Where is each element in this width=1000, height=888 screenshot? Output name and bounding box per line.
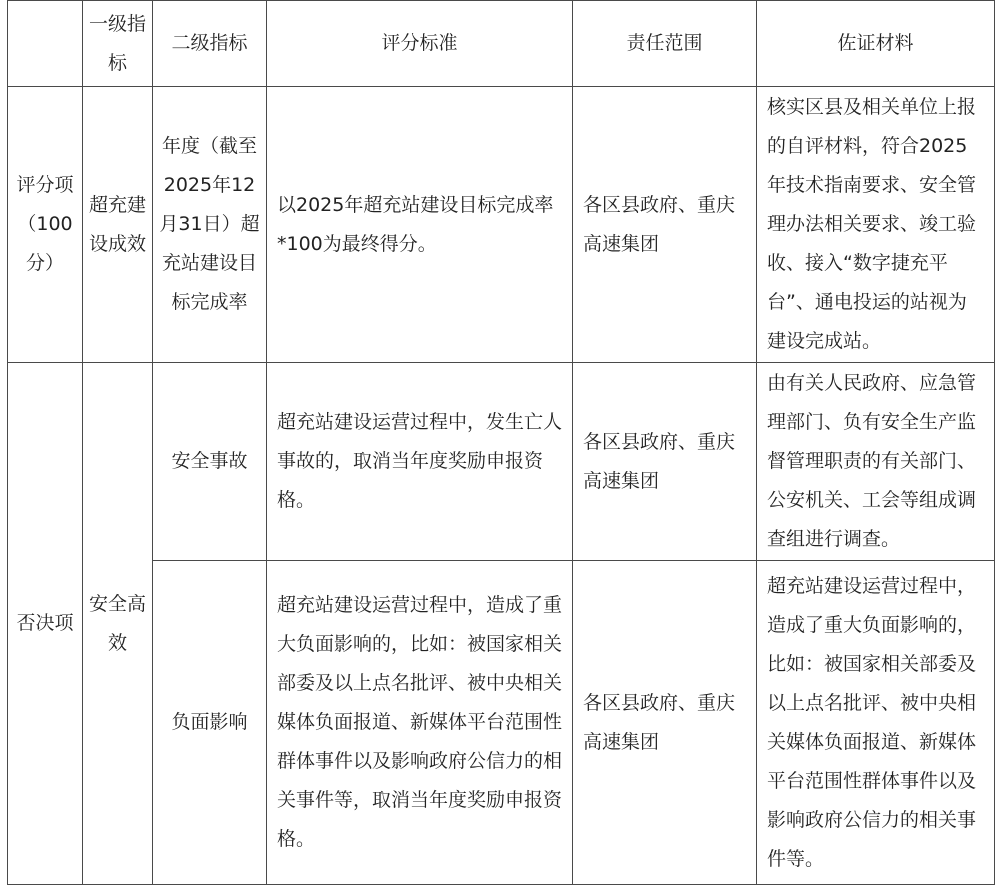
evidence-cell: 超充站建设运营过程中，造成了重大负面影响的，比如：被国家相关部委及以上点名批评、被中央相关媒体负面报道、新媒体平台范围性群体事件以及影响政府公信力的相关事件等。 xyxy=(757,561,995,885)
evidence-cell: 核实区县及相关单位上报的自评材料，符合2025年技术指南要求、安全管理办法相关要求、竣工验收、接入“数字捷充平台”、通电投运的站视为建设完成站。 xyxy=(757,87,995,363)
level1-cell: 超充建设成效 xyxy=(83,87,153,363)
header-criteria: 评分标准 xyxy=(267,1,573,87)
criteria-cell: 以2025年超充站建设目标完成率*100为最终得分。 xyxy=(267,87,573,363)
responsibility-cell: 各区县政府、重庆高速集团 xyxy=(573,561,757,885)
header-level2: 二级指标 xyxy=(153,1,267,87)
table-row xyxy=(8,87,995,363)
responsibility-cell: 各区县政府、重庆高速集团 xyxy=(573,363,757,561)
header-category xyxy=(8,1,83,87)
table-row xyxy=(8,561,995,885)
level2-cell: 年度（截至2025年12月31日）超充站建设目标完成率 xyxy=(153,87,267,363)
table-row xyxy=(8,363,995,561)
criteria-cell: 超充站建设运营过程中，造成了重大负面影响的，比如：被国家相关部委及以上点名批评、被中央相关媒体负面报道、新媒体平台范围性群体事件以及影响政府公信力的相关事件等，取消当年度奖励申报资格。 xyxy=(267,561,573,885)
level1-cell: 安全高效 xyxy=(83,363,153,885)
header-row xyxy=(8,1,995,87)
category-cell: 否决项 xyxy=(8,363,83,885)
header-evidence: 佐证材料 xyxy=(757,1,995,87)
table-container xyxy=(7,0,994,884)
evaluation-table xyxy=(7,0,995,885)
responsibility-cell: 各区县政府、重庆高速集团 xyxy=(573,87,757,363)
header-level1: 一级指标 xyxy=(83,1,153,87)
header-responsibility: 责任范围 xyxy=(573,1,757,87)
evidence-cell: 由有关人民政府、应急管理部门、负有安全生产监督管理职责的有关部门、公安机关、工会等组成调查组进行调查。 xyxy=(757,363,995,561)
level2-cell: 负面影响 xyxy=(153,561,267,885)
level2-cell: 安全事故 xyxy=(153,363,267,561)
criteria-cell: 超充站建设运营过程中，发生亡人事故的，取消当年度奖励申报资格。 xyxy=(267,363,573,561)
category-cell: 评分项（100分） xyxy=(8,87,83,363)
